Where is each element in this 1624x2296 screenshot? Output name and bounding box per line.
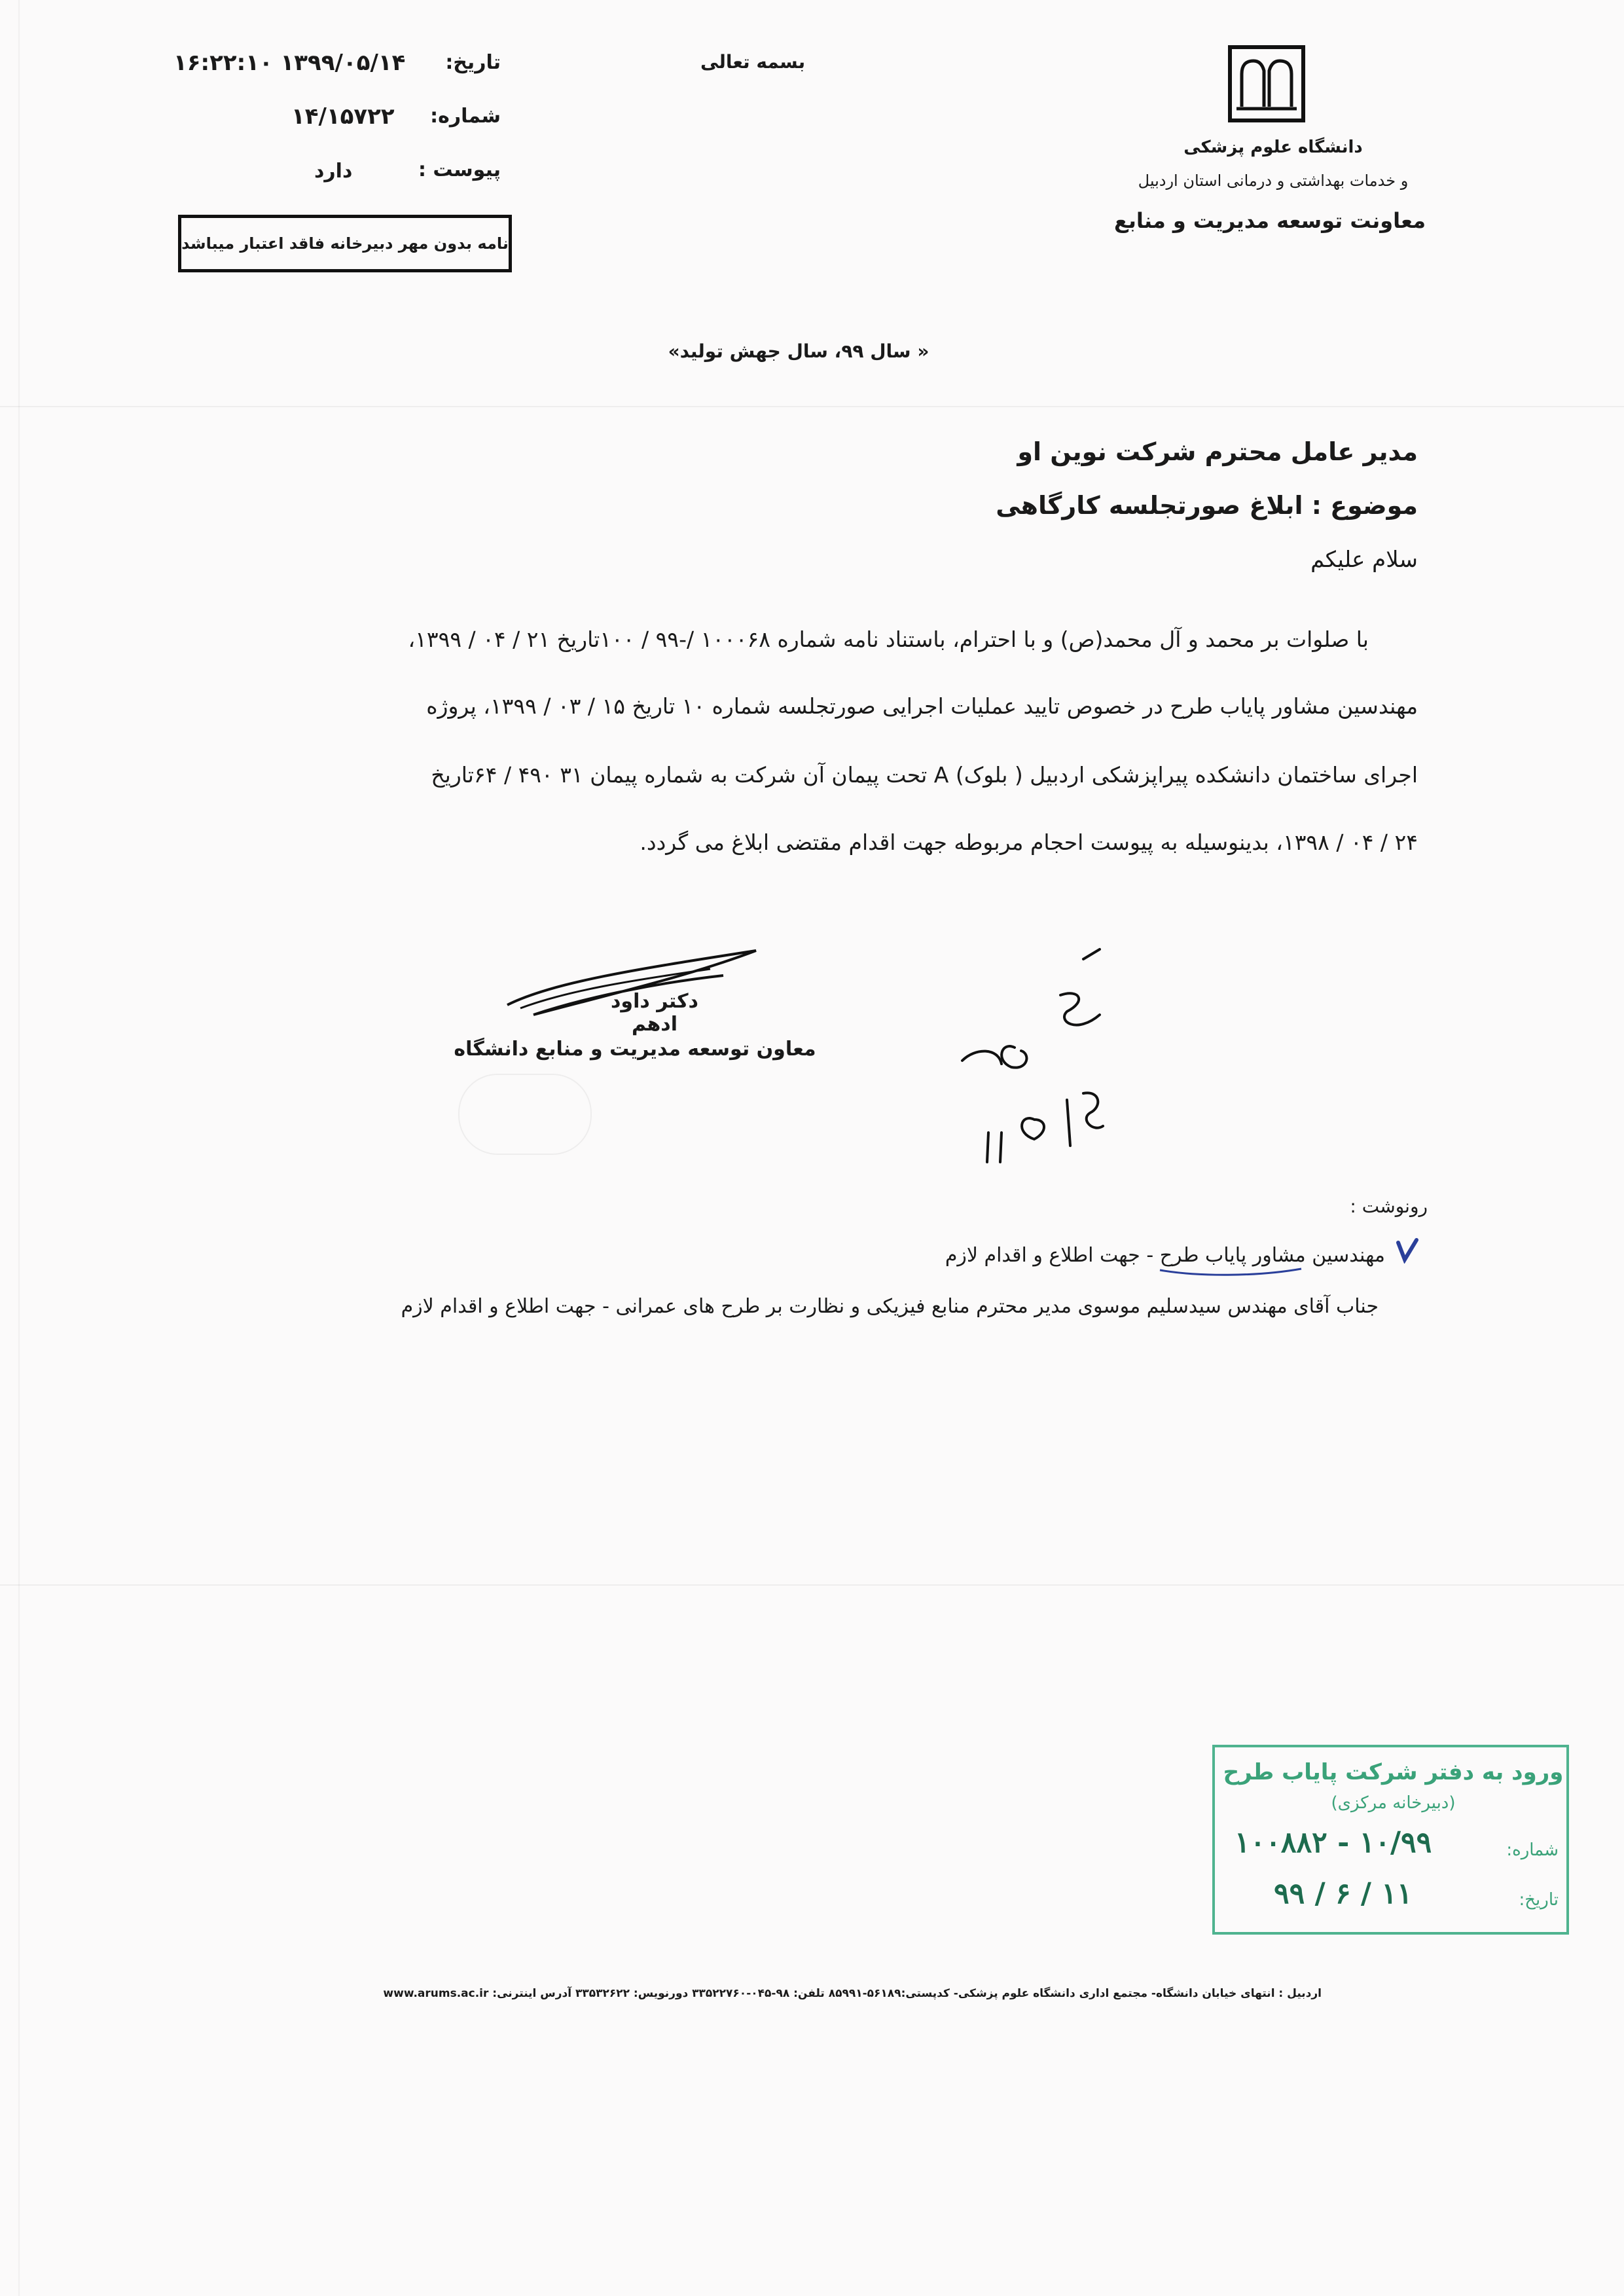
paper-edge bbox=[18, 0, 20, 2296]
footer-address: اردبیل : انتهای خیابان دانشگاه- مجتمع اداری دانشگاه علوم پزشکی- کدپستی:۵۶۱۸۹-۸۵۹۹۱ تلفن: ۹۸-۰۴۵-۳۳۵۲۲۷۶۰ دورنویس: ۳۳۵۳۲۶۲۲ آدرس اینترنی: www.arums.ac.ir bbox=[383, 1987, 1322, 2000]
faded-stamp bbox=[458, 1074, 592, 1155]
handwritten-note bbox=[936, 936, 1159, 1188]
attachment-value: دارد bbox=[314, 160, 353, 183]
body-line: ۲۴ / ۰۴ / ۱۳۹۸، بدینوسیله به پیوست احجام مربوطه جهت اقدام مقتضی ابلاغ می گردد. bbox=[640, 829, 1418, 855]
stamp-subtitle: (دبیرخانه مرکزی) bbox=[1331, 1793, 1456, 1813]
receipt-stamp bbox=[1212, 1745, 1569, 1935]
basmala: بسمه تعالی bbox=[700, 51, 806, 73]
greeting: سلام علیکم bbox=[1310, 547, 1418, 573]
cc-line: جناب آقای مهندس سیدسلیم موسوی مدیر محترم منابع فیزیکی و نظارت بر طرح های عمرانی - جهت اطلاع و اقدام لازم bbox=[401, 1295, 1379, 1318]
university-subtitle: و خدمات بهداشتی و درمانی استان اردبیل bbox=[1138, 172, 1409, 190]
cc-line: مهندسین مشاور پایاب طرح - جهت اطلاع و اقدام لازم bbox=[945, 1244, 1385, 1267]
year-slogan: « سال ۹۹، سال جهش تولید» bbox=[668, 340, 929, 362]
paper-fold bbox=[0, 406, 1624, 407]
cc-label: رونوشت : bbox=[1350, 1195, 1428, 1217]
stamp-date-label: تاریخ: bbox=[1519, 1890, 1559, 1910]
underline-mark bbox=[1159, 1267, 1303, 1276]
date-label: تاریخ: bbox=[445, 51, 501, 74]
university-logo bbox=[1227, 45, 1306, 126]
stamp-date-value: ۹۹ / ۶ / ۱۱ bbox=[1274, 1877, 1413, 1910]
signatory-title: معاون توسعه مدیریت و منابع دانشگاه bbox=[454, 1038, 816, 1061]
number-label: شماره: bbox=[430, 105, 501, 128]
body-line: اجرای ساختمان دانشکده پیراپزشکی اردبیل ( بلوک) A تحت پیمان آن شرکت به شماره پیمان ۳۱ ۴۹۰ / ۶۴تاریخ bbox=[431, 762, 1418, 788]
paper-fold bbox=[0, 1584, 1624, 1586]
subject: موضوع : ابلاغ صورتجلسه کارگاهی bbox=[996, 491, 1418, 520]
body-line: با صلوات بر محمد و آل محمد(ص) و با احترام، باستناد نامه شماره ۱۰۰۰۶۸ /-۹۹ / ۱۰۰تاریخ ۲۱ / ۰۴ / ۱۳۹۹، bbox=[408, 627, 1369, 652]
university-name: دانشگاه علوم پزشکی bbox=[1183, 137, 1363, 157]
checkmark-icon bbox=[1396, 1237, 1419, 1266]
department-name: معاونت توسعه مدیریت و منابع bbox=[1113, 208, 1426, 233]
stamp-title: ورود به دفتر شرکت پایاب طرح bbox=[1223, 1759, 1564, 1785]
addressee: مدیر عامل محترم شرکت نوین او bbox=[1017, 437, 1418, 466]
stamp-number-value: ۱۰۰۸۸۲ - ۱۰/۹۹ bbox=[1235, 1826, 1432, 1859]
stamp-number-label: شماره: bbox=[1506, 1840, 1559, 1860]
date-value: ۱۶:۲۲:۱۰ ۱۳۹۹/۰۵/۱۴ bbox=[173, 50, 406, 76]
signatory-name: دکتر داود ادهم bbox=[611, 990, 698, 1036]
validity-notice: نامه بدون مهر دبیرخانه فاقد اعتبار میباشد bbox=[178, 215, 512, 272]
attachment-label: پیوست : bbox=[418, 158, 501, 181]
number-value: ۱۴/۱۵۷۲۲ bbox=[291, 103, 395, 130]
body-line: مهندسین مشاور پایاب طرح در خصوص تایید عملیات اجرایی صورتجلسه شماره ۱۰ تاریخ ۱۵ / ۰۳ / ۱۳۹۹، پروژه bbox=[426, 693, 1418, 719]
